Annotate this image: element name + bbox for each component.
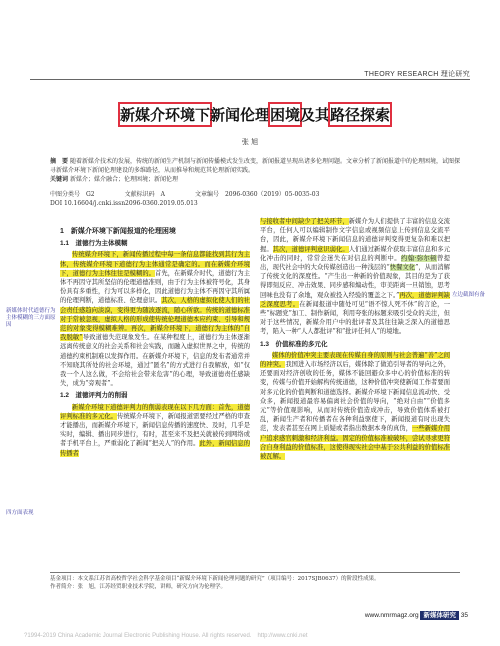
highlight-yellow: 道德评判标准的多元化。 <box>60 403 250 420</box>
page-number: 35 <box>460 612 468 619</box>
paragraph-text: 人们通过新媒介获取丰富信息和多元化冲击的同时，常常会迷失在对信息的判断中。 <box>260 245 451 262</box>
highlight-yellow: 其次，道德评判意识弱化。 <box>272 245 349 253</box>
page-footer <box>365 610 468 619</box>
footnote <box>50 575 460 591</box>
paragraph-text: 首先，在新媒介时代，道德行为主体不再因守其所坚信的伦理道德准则，由于行为主体被符号化，其身份具有多重性，行为可以多样化，因此道德行为主体不再因守其所属的伦理判断，道德标准、伦理意识。 <box>60 269 251 305</box>
article-meta <box>50 190 460 208</box>
title-part-5: 路径探索 <box>330 106 391 124</box>
paragraph <box>60 250 250 388</box>
footnote-rule <box>50 572 460 573</box>
paragraph-text: 曾提出，现代社会中的大众传媒创造出一种浅层的“ <box>260 254 451 272</box>
keywords-label: 关键词 <box>50 176 69 183</box>
highlight-yellow: 此外，新闻信息的传播者 <box>60 440 250 457</box>
title-part-2: 新闻伦理 <box>209 106 270 124</box>
title-part-4: 及其 <box>300 106 331 124</box>
clc-number: 中图分类号 G2 <box>50 191 95 198</box>
journal-header: THEORY RESEARCH 理论研究 <box>364 71 470 78</box>
keywords-text: 新媒介；媒介融合；伦理困境；新闻伦理 <box>69 176 178 183</box>
margin-note-left-2: 四方面表现 <box>6 510 34 516</box>
paragraph-text: 传统媒介环境下，新闻报道需要经过严格的审查才能播出，而新媒介环境下，新闻信息传播的速度快、及时，几乎是实时，编辑、播出同步进行，有时，甚至来不及把关就被传到网络或者手机平台上，严重弱化了新闻“把关人”的作用。 <box>60 412 251 448</box>
article-title <box>90 104 420 125</box>
paragraph-text: 新媒介为人们提供了丰富的信息交流平台，任何人可以编辑制作文字信息或视频信息上传到信息交流平台，因此，新媒介环境下新闻信息的道德评判变得更复杂和难以把握。 <box>260 218 451 253</box>
abstract-text: 随着新媒介技术的发展，传统的新闻生产机制与新闻传播模式发生改变，新闻报道呈现出诸多伦理问题。文章分析了新闻报道中的伦理困境，试图探寻新媒介环境下新闻伦理建设的多维路径，从而推导和规范其伦理新闻实践。 <box>50 158 460 174</box>
document-code: 文献标识码 A <box>124 191 165 198</box>
highlight-green: 约翰·弥尔顿 <box>401 254 437 262</box>
paragraph <box>60 403 250 458</box>
article-number: 文章编号 2096-0360（2019）05-0035-03 <box>194 191 320 198</box>
section-heading-1: 1 新媒介环境下新闻报道的伦理困境 <box>60 228 176 235</box>
paragraph-text: 在新闻报道中随处可见“语不惊人死不休”的言论，一些“标题党”加工、制作新闻，利用夸张的标题来吸引受众的关注，但对于这些情况，新媒介用户中的批评者及其往往缺乏深入的道德思考，陷入一种“人人都批评”和“批评任何人”的境地。 <box>260 300 450 336</box>
subsection-heading-1-3: 1.3 价值标准的多元化 <box>260 340 328 348</box>
footer-site: www.nmrmagz.org <box>364 612 419 619</box>
fund-note: 基金项目：本文系江苏省高校哲学社会科学基金项目“新媒介环境下新闻伦理问题的研究”（项目编号：2017SJB0637）的阶段性成果。 <box>50 576 380 582</box>
paragraph-text: 新媒介环境下新闻信息流动快、受众多，新闻报道最容易偏离社会价值的导向，“绝对自由”“价值多元”等价值观影响，从而对传统价值造成冲击，导致价值体系被打乱，新闻生产者和传播者在各种利益驱使下，新闻报道有时出现失范，发表者甚至在网上质疑或者指出数据本身的真伪， <box>260 388 451 433</box>
doi: DOI 10.16604/j.cnki.issn2096-0360.2019.05.013 <box>50 200 198 207</box>
paragraph-text: ”，从而消解了传统文化的深度性。“产生出一种新的价值现象，其目的是为了获得即刻反应、冲击效果、同步感和煽动性，审美距离一旦销蚀，思考回味也没有了余地，观众被投入经验的覆盖之下。” <box>260 264 450 299</box>
right-column <box>260 217 450 462</box>
highlight-yellow: 媒体的价值冲突主要表现在传媒自身的原则与社会普遍“善”之间的冲突。 <box>260 351 450 369</box>
highlight-yellow: 一些新媒介用户追求感官刺激和经济利益。 <box>260 425 451 442</box>
highlight-yellow: 固定的价值标准被破坏，尝试寻求更符合自身利益的价值标准，这使得现实社会中基于公共利益的价值标准被瓦解。 <box>260 434 451 461</box>
subsection-heading-1-1: 1.1 道德行为主体模糊 <box>60 240 128 248</box>
abstract-label: 摘 要 <box>50 158 69 165</box>
highlight-yellow: 与接收者中间缺少了把关环节， <box>260 218 349 225</box>
title-part-1: 新媒介环境下 <box>119 106 210 124</box>
highlight-yellow: 其次，人格的虚拟化使人们的社会责任感趋向淡漠，变得更为随波逐流，随心所欲。传统的道德标准对于常被忽视，虚拟人格的形成使传统伦理道德本应约束、引导和规范的对象变得模糊难辨。 <box>60 297 251 333</box>
subsection-heading-1-2: 1.2 道德评判力的削弱 <box>60 392 128 400</box>
paragraph <box>260 351 450 461</box>
author-name: 张 旭 <box>241 138 259 146</box>
margin-note-right: 左边截图有备 <box>452 292 486 298</box>
paragraph-text: 我国进入市场经济以后，媒体除了做追引导者的导向之外，还要面对经济创收的任务，媒体不能回避众多中心的价值标准的转变，传媒与价值开始解构传统道德，这种价值冲突使新闻工作者要面对多元化的价值判断和道德选择。 <box>260 361 451 396</box>
highlight-yellow: 再次，道德评判缺乏深度思考。 <box>260 291 451 308</box>
header-rule <box>30 79 470 80</box>
paragraph-text: 导致道德失范现象发生。在某种程度上，道德行为主体逐渐远离传统意义的社会关系和社会实践，而融入虚拟世界之中，传统的道德约束机制难以发挥作用。在新媒介环境下，信息的发布者通常并不知晓其所处的社会环境，通过“匿名”的方式进行自我解放，如“仅我一个人这么做，不会给社会带来危害”的心理，导致道德责任感缺失，成为“旁观者”。 <box>60 334 250 388</box>
paragraph <box>260 217 450 337</box>
margin-note-left-1: 新媒体时代道德行为主体模糊的三方面原因 <box>6 308 56 328</box>
author-note: 作者简介：张 旭，江苏经贸职业技术学院，讲师，研究方向为伦理学。 <box>50 584 227 590</box>
abstract <box>50 157 460 184</box>
highlight-green: 快餐文化 <box>389 264 416 272</box>
copyright-watermark: ?1994-2019 China Academic Journal Electronic Publishing House. All rights reserved. http://www.cnki.net <box>24 633 308 639</box>
left-column <box>60 225 250 459</box>
title-part-3: 困境 <box>269 106 300 124</box>
highlight-yellow: 再次，新媒介环境下，道德行为主体的“自我脱敏” <box>60 325 250 342</box>
footer-journal-badge: 新媒体研究 <box>420 611 459 620</box>
highlight-yellow: 传统媒介环境下，新闻传播过程中每一条信息都能找到其行为主体，传统媒介环境下道德行为主体通常是确定的。而在新媒介环境下，道德行为主体往往是模糊的。 <box>60 251 250 277</box>
highlight-yellow: 新媒介环境下道德评判力的削弱表现在以下几方面：首先， <box>72 403 238 411</box>
